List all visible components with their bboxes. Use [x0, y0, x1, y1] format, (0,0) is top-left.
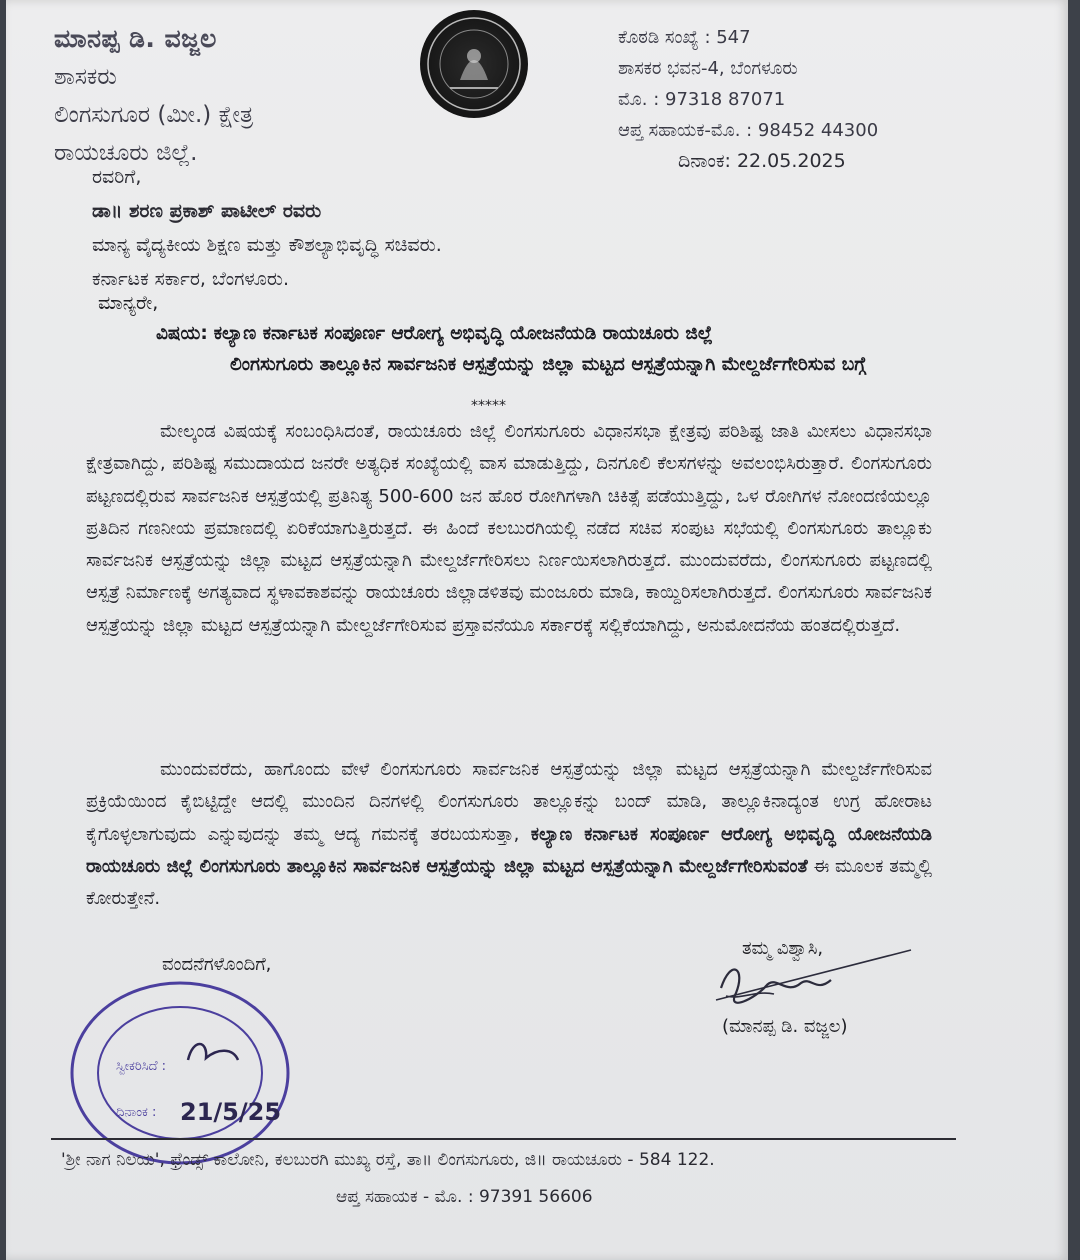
government-seal-emblem: [420, 10, 528, 118]
recipient-to: ರವರಿಗೆ,: [92, 166, 142, 188]
room-number: ಕೊಠಡಿ ಸಂಖ್ಯೆ : 547: [618, 27, 751, 48]
paragraph-2-part-c: ಈ ಮೂಲಕ ತಮ್ಮಲ್ಲಿ ಕೋರುತ್ತೇನೆ.: [86, 855, 932, 910]
signature-icon: [696, 938, 926, 1018]
footer-assistant-mobile: ಆಪ್ತ ಸಹಾಯಕ - ಮೊ. : 97391 56606: [336, 1187, 593, 1207]
footer-rule: [51, 1138, 956, 1140]
separator: *****: [471, 398, 506, 414]
paragraph-2-emphasis: ಕಲ್ಯಾಣ ಕರ್ನಾಟಕ ಸಂಪೂರ್ಣ ಆರೋಗ್ಯ ಅಭಿವೃದ್ಧಿ ಯೋಜನೆಯಡಿ ರಾಯಚೂರು ಜಿಲ್ಲೆ ಲಿಂಗಸುಗೂರು ತಾಲ್ಲೂಕಿನ ಸಾರ್ವಜನಿಕ ಆಸ್ಪತ್ರೆಯನ್ನು ಜಿಲ್ಲಾ ಮಟ್ಟದ ಆಸ್ಪತ್ರೆಯನ್ನಾಗಿ ಮೇಲ್ದರ್ಜೆಗೇರಿಸುವಂತೆ: [86, 823, 932, 877]
contact-block: [618, 22, 878, 146]
recipient-block: [92, 160, 442, 296]
closing-line: ವಂದನೆಗಳೊಂದಿಗೆ,: [162, 954, 272, 975]
sender-name: ಮಾನಪ್ಪ ಡಿ. ವಜ್ಜಲ: [54, 24, 217, 53]
paragraph-1-text: ಮೇಲ್ಕಂಡ ವಿಷಯಕ್ಕೆ ಸಂಬಂಧಿಸಿದಂತೆ, ರಾಯಚೂರು ಜಿಲ್ಲೆ ಲಿಂಗಸುಗೂರು ವಿಧಾನಸಭಾ ಕ್ಷೇತ್ರವು ಪರಿಶಿಷ್ಟ ಜಾತಿ ಮೀಸಲು ವಿಧಾನಸಭಾ ಕ್ಷೇತ್ರವಾಗಿದ್ದು, ಪರಿಶಿಷ್ಟ ಸಮುದಾಯದ ಜನರೇ ಅತ್ಯಧಿಕ ಸಂಖ್ಯೆಯಲ್ಲಿ ವಾಸ ಮಾಡುತ್ತಿದ್ದು, ದಿನಗೂಲಿ ಕೆಲಸಗಳನ್ನು ಅವಲಂಭಿಸಿರುತ್ತಾರೆ. ಲಿಂಗಸುಗೂರು ಪಟ್ಟಣದಲ್ಲಿರುವ ಸಾರ್ವಜನಿಕ ಆಸ್ಪತ್ರೆಯಲ್ಲಿ ಪ್ರತಿನಿತ್ಯ 500-600 ಜನ ಹೊರ ರೋಗಿಗಳಾಗಿ ಚಿಕಿತ್ಸೆ ಪಡೆಯುತ್ತಿದ್ದು, ಒಳ ರೋಗಿಗಳ ನೋಂದಣಿಯಲ್ಲೂ ಪ್ರತಿದಿನ ಗಣನೀಯ ಪ್ರಮಾಣದಲ್ಲಿ ಏರಿಕೆಯಾಗುತ್ತಿರುತ್ತದೆ. ಈ ಹಿಂದೆ ಕಲಬುರಗಿಯಲ್ಲಿ ನಡೆದ ಸಚಿವ ಸಂಪುಟ ಸಭೆಯಲ್ಲಿ ಲಿಂಗಸುಗೂರು ತಾಲ್ಲೂಕು ಸಾರ್ವಜನಿಕ ಆಸ್ಪತ್ರೆಯನ್ನು ಜಿಲ್ಲಾ ಮಟ್ಟದ ಆಸ್ಪತ್ರೆಯನ್ನಾಗಿ ಮೇಲ್ದರ್ಜೆಗೇರಿಸಲು ನಿರ್ಣಯಿಸಲಾಗಿರುತ್ತದೆ. ಮುಂದುವರೆದು, ಲಿಂಗಸುಗೂರು ಪಟ್ಟಣದಲ್ಲಿ ಆಸ್ಪತ್ರೆ ನಿರ್ಮಾಣಕ್ಕೆ ಅಗತ್ಯವಾದ ಸ್ಥಳಾವಕಾಶವನ್ನು ರಾಯಚೂರು ಜಿಲ್ಲಾಡಳಿತವು ಮಂಜೂರು ಮಾಡಿ, ಕಾಯ್ದಿರಿಸಲಾಗಿರುತ್ತದೆ. ಲಿಂಗಸುಗೂರು ಸಾರ್ವಜನಿಕ ಆಸ್ಪತ್ರೆಯನ್ನು ಜಿಲ್ಲಾ ಮಟ್ಟದ ಆಸ್ಪತ್ರೆಯನ್ನಾಗಿ ಮೇಲ್ದರ್ಜೆಗೇರಿಸುವ ಪ್ರಸ್ತಾವನೆಯೂ ಸರ್ಕಾರಕ್ಕೆ ಸಲ್ಲಿಕೆಯಾಗಿದ್ದು, ಅನುಮೋದನೆಯ ಹಂತದಲ್ಲಿರುತ್ತದೆ.: [86, 421, 932, 636]
building-address: ಶಾಸಕರ ಭವನ-4, ಬೆಂಗಳೂರು: [618, 58, 798, 79]
stamp-date-label: ದಿನಾಂಕ :: [116, 1105, 157, 1120]
body-paragraph-1: [86, 416, 932, 642]
salutation: ಮಾನ್ಯರೇ,: [98, 292, 159, 314]
signer-name: (ಮಾನಪ್ಪ ಡಿ. ವಜ್ಜಲ): [722, 1016, 848, 1037]
letter-date: ದಿನಾಂಕ: 22.05.2025: [678, 150, 846, 172]
stamp-received-label: ಸ್ವೀಕರಿಸಿದೆ :: [116, 1059, 167, 1074]
sender-block: [54, 20, 253, 172]
sender-designation: ಶಾಸಕರು: [54, 64, 117, 90]
body-paragraph-2: [86, 754, 932, 915]
seal-emblem-icon: [420, 10, 528, 118]
subject-block: [156, 318, 926, 380]
paragraph-2-part-a: ಮುಂದುವರೆದು, ಹಾಗೊಂದು ವೇಳೆ ಲಿಂಗಸುಗೂರು ಸಾರ್ವಜನಿಕ ಆಸ್ಪತ್ರೆಯನ್ನು ಜಿಲ್ಲಾ ಮಟ್ಟದ ಆಸ್ಪತ್ರೆಯನ್ನಾಗಿ ಮೇಲ್ದರ್ಜೆಗೇರಿಸುವ ಪ್ರಕ್ರಿಯೆಯಿಂದ ಕೈಬಿಟ್ಟಿದ್ದೇ ಆದಲ್ಲಿ ಮುಂದಿನ ದಿನಗಳಲ್ಲಿ ಲಿಂಗಸುಗೂರು ತಾಲ್ಲೂಕನ್ನು ಬಂದ್ ಮಾಡಿ, ತಾಲ್ಲೂಕಿನಾದ್ಯಂತ ಉಗ್ರ ಹೋರಾಟ ಕೈಗೊಳ್ಳಲಾಗುವುದು ಎನ್ನುವುದನ್ನು ತಮ್ಮ ಆದ್ಯ ಗಮನಕ್ಕೆ ತರಬಯಸುತ್ತಾ,: [86, 759, 932, 845]
paragraph-2-text: [86, 754, 932, 915]
mobile-number: ಮೊ. : 97318 87071: [618, 89, 786, 110]
footer-address: 'ಶ್ರೀ ನಾಗ ನಿಲಯ', ಫ್ರೆಂಡ್ಸ್ ಕಾಲೋನಿ, ಕಲಬುರಗಿ ಮುಖ್ಯ ರಸ್ತೆ, ತಾ॥ ಲಿಂಗಸುಗೂರು, ಜಿ॥ ರಾಯಚೂರು - 584 122.: [61, 1150, 715, 1170]
sender-constituency: ಲಿಂಗಸುಗೂರ (ಮೀ.) ಕ್ಷೇತ್ರ: [54, 102, 254, 128]
sender-district: ರಾಯಚೂರು ಜಿಲ್ಲೆ.: [54, 140, 198, 166]
subject-label: ವಿಷಯ:: [156, 323, 208, 344]
recipient-title: ಮಾನ್ಯ ವೈದ್ಯಕೀಯ ಶಿಕ್ಷಣ ಮತ್ತು ಕೌಶಲ್ಯಾಭಿವೃದ್ಧಿ ಸಚಿವರು.: [92, 234, 442, 256]
assistant-mobile: ಆಪ್ತ ಸಹಾಯಕ-ಮೊ. : 98452 44300: [618, 120, 879, 141]
stamp-date-value: 21/5/25: [180, 1098, 282, 1126]
subject-text-continued: ಲಿಂಗಸುಗೂರು ತಾಲ್ಲೂಕಿನ ಸಾರ್ವಜನಿಕ ಆಸ್ಪತ್ರೆಯನ್ನು ಜಿಲ್ಲಾ ಮಟ್ಟದ ಆಸ್ಪತ್ರೆಯನ್ನಾಗಿ ಮೇಲ್ದರ್ಜೆಗೇರಿಸುವ ಬಗ್ಗೆ: [230, 354, 867, 375]
received-stamp: [68, 978, 298, 1172]
yours-faithfully: ತಮ್ಮ ವಿಶ್ವಾಸಿ,: [742, 938, 824, 959]
recipient-name: ಡಾ॥ ಶರಣ ಪ್ರಕಾಶ್ ಪಾಟೀಲ್ ರವರು: [92, 200, 322, 222]
handwritten-signature: [696, 938, 926, 1022]
letter-page: [6, 0, 1068, 1260]
recipient-office: ಕರ್ನಾಟಕ ಸರ್ಕಾರ, ಬೆಂಗಳೂರು.: [92, 268, 289, 290]
subject-text: ಕಲ್ಯಾಣ ಕರ್ನಾಟಕ ಸಂಪೂರ್ಣ ಆರೋಗ್ಯ ಅಭಿವೃದ್ಧಿ ಯೋಜನೆಯಡಿ ರಾಯಚೂರು ಜಿಲ್ಲೆ: [213, 323, 713, 344]
